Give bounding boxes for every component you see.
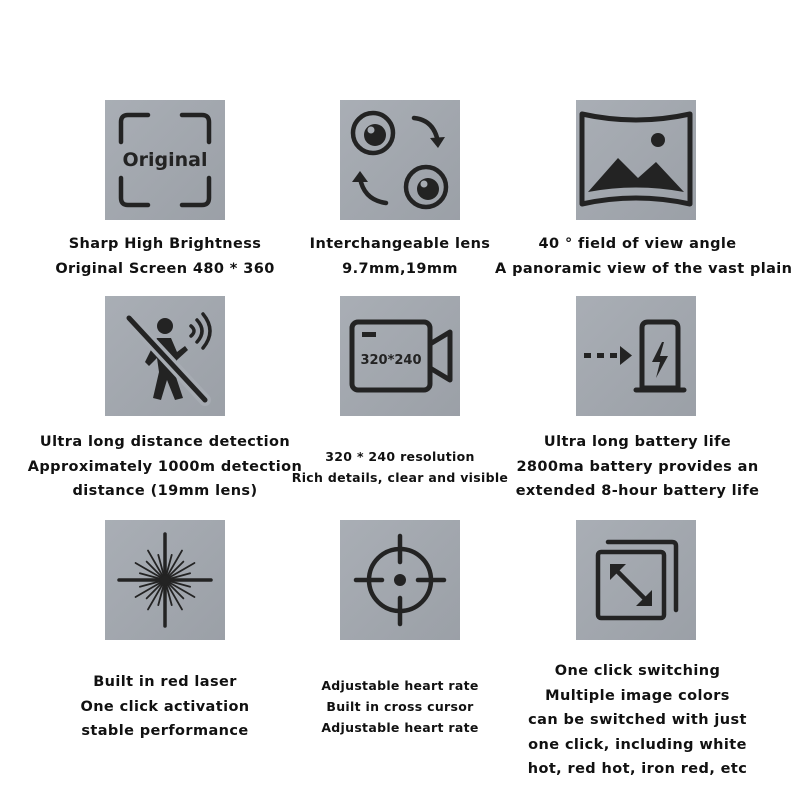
feature-caption-image-switch: One click switching Multiple image colors can be switched with just one click, including white hot, red hot, iron red, etc — [527, 663, 748, 777]
feature-caption-battery: Ultra long battery life 2800ma battery provides an extended 8-hour battery life — [515, 434, 760, 499]
feature-tile-laser — [105, 520, 225, 640]
feature-tile-resolution — [340, 296, 460, 416]
feature-tile-battery — [576, 296, 696, 416]
feature-tile-interchangeable-lens — [340, 100, 460, 220]
distance-detection-icon — [105, 296, 225, 416]
image-switch-icon — [576, 520, 696, 640]
feature-tile-panorama — [576, 100, 696, 220]
laser-core — [160, 575, 170, 585]
interchangeable-lens-icon — [340, 100, 460, 220]
original-label: Original — [122, 149, 208, 171]
feature-caption-laser: Built in red laser One click activation stable performance — [80, 674, 250, 739]
battery-charging-icon — [576, 296, 696, 416]
feature-tile-image-switch — [576, 520, 696, 640]
panorama-icon — [576, 100, 696, 220]
resolution-label: 320*240 — [360, 353, 422, 368]
feature-caption-resolution: 320 * 240 resolution Rich details, clear and visible — [291, 449, 509, 485]
feature-caption-distance-detection: Ultra long distance detection Approximately 1000m detection distance (19mm lens) — [27, 434, 303, 499]
laser-icon — [105, 520, 225, 640]
feature-caption-interchangeable-lens: Interchangeable lens 9.7mm,19mm — [309, 236, 491, 277]
feature-caption-panorama: 40 ° field of view angle A panoramic view of the vast plain — [495, 236, 793, 277]
crosshair-icon — [340, 520, 460, 640]
feature-caption-crosshair: Adjustable heart rate Built in cross cursor Adjustable heart rate — [321, 678, 479, 735]
resolution-camera-icon — [340, 296, 460, 416]
feature-tile-original-screen — [105, 100, 225, 220]
feature-caption-original-screen: Sharp High Brightness Original Screen 480 * 360 — [55, 236, 275, 277]
original-screen-icon — [105, 100, 225, 220]
feature-tile-distance-detection — [105, 296, 225, 416]
feature-tile-crosshair — [340, 520, 460, 640]
